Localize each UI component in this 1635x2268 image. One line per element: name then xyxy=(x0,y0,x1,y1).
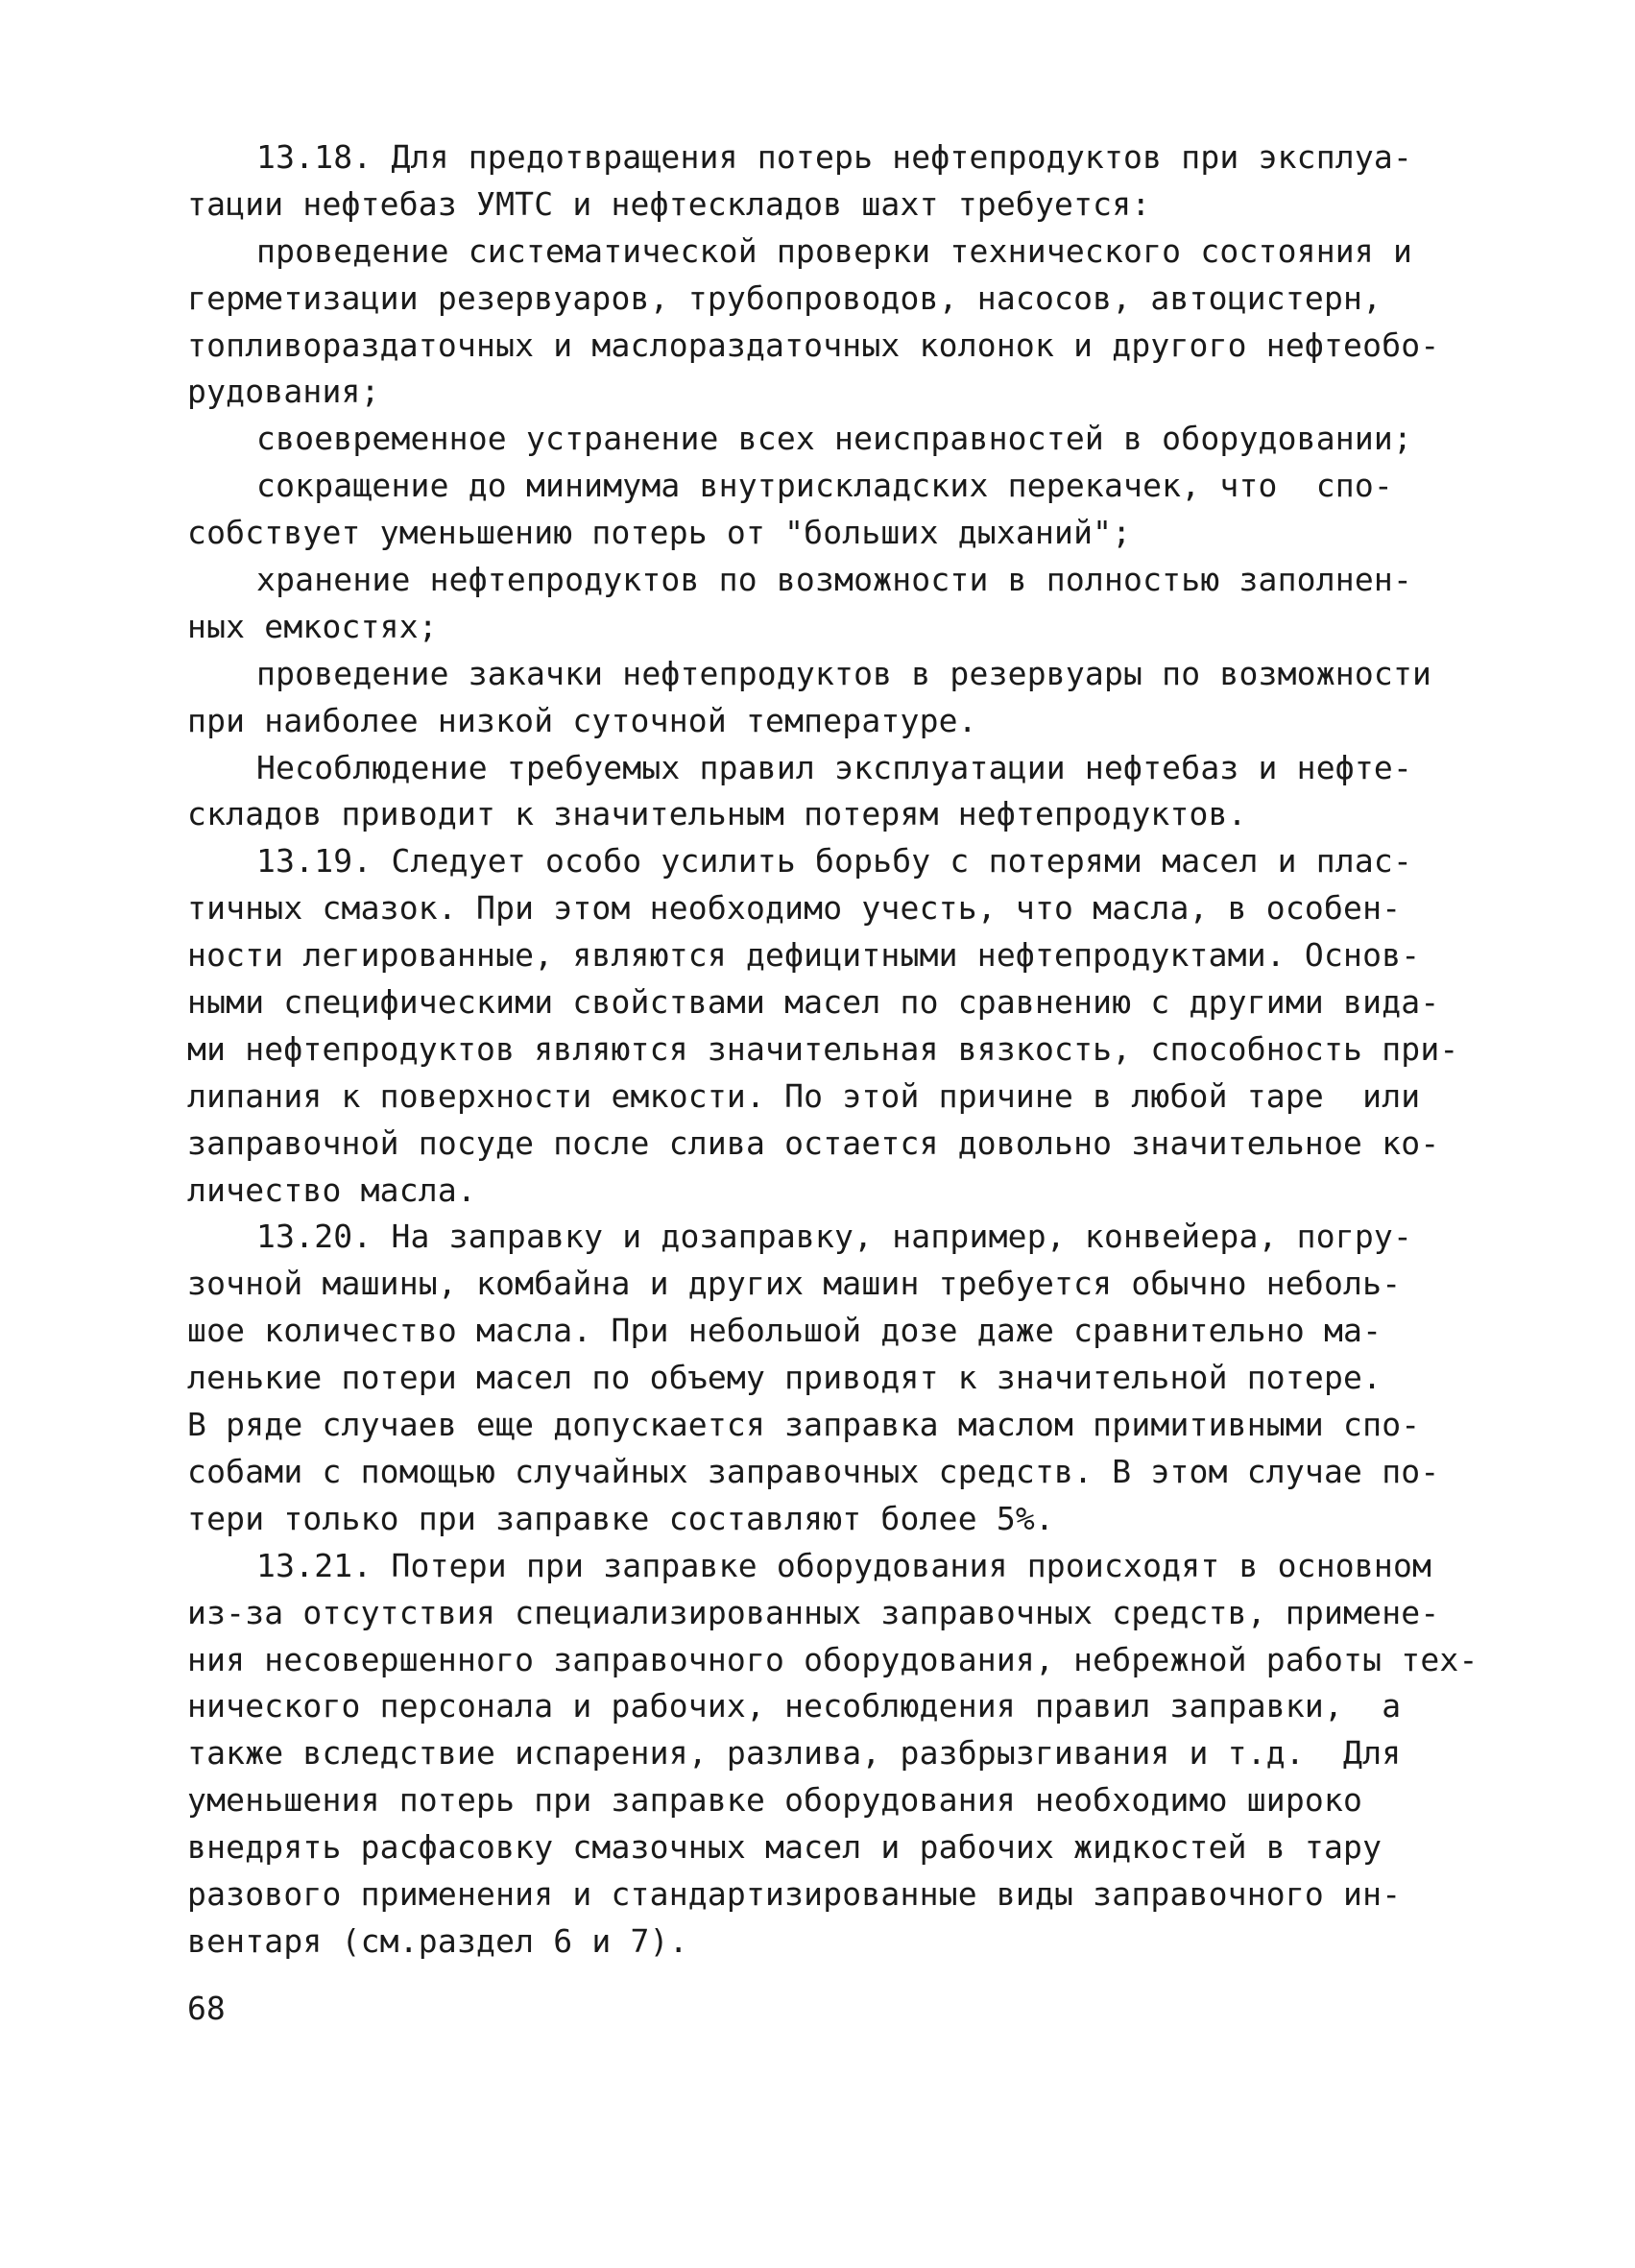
text-line: сокращение до минимума внутрискладских перекачек, что спо- xyxy=(256,467,1393,505)
text-line: ных емкостях; xyxy=(187,607,438,645)
text-line: вентаря (см.раздел 6 и 7). xyxy=(187,1921,688,1960)
text-line: собствует уменьшению потерь от "больших дыханий"; xyxy=(187,514,1132,552)
text-line: внедрять расфасовку смазочных масел и рабочих жидкостей в тару xyxy=(187,1828,1383,1867)
text-line: 13.20. На заправку и дозаправку, например, конвейера, погру- xyxy=(256,1218,1413,1256)
text-line: при наиболее низкой суточной температуре. xyxy=(187,701,977,739)
text-line: тичных смазок. При этом необходимо учесть, что масла, в особен- xyxy=(187,889,1402,928)
text-line: из-за отсутствия специализированных заправочных средств, примене- xyxy=(187,1593,1440,1631)
text-line: заправочной посуде после слива остается довольно значительное ко- xyxy=(187,1123,1440,1162)
text-line: зочной машины, комбайна и других машин требуется обычно неболь- xyxy=(187,1265,1402,1303)
text-line: 13.18. Для предотвращения потерь нефтепродуктов при эксплуа- xyxy=(256,138,1413,176)
text-line: проведение закачки нефтепродуктов в резервуары по возможности xyxy=(256,654,1432,692)
text-line: собами с помощью случайных заправочных средств. В этом случае по- xyxy=(187,1452,1440,1490)
text-line: 13.19. Следует особо усилить борьбу с потерями масел и плас- xyxy=(256,842,1413,881)
text-line: ми нефтепродуктов являются значительная вязкость, способность при- xyxy=(187,1029,1459,1068)
text-line: уменьшения потерь при заправке оборудования необходимо широко xyxy=(187,1781,1363,1820)
body-text xyxy=(187,134,1479,1966)
text-line: рудования; xyxy=(187,373,380,411)
text-line: В ряде случаев еще допускается заправка маслом примитивными спо- xyxy=(187,1406,1421,1444)
text-line: герметизации резервуаров, трубопроводов, насосов, автоцистерн, xyxy=(187,278,1383,317)
text-line: ния несовершенного заправочного оборудования, небрежной работы тех- xyxy=(187,1640,1479,1678)
text-line: ности легированные, являются дефицитными нефтепродуктами. Основ- xyxy=(187,936,1421,975)
text-line: нического персонала и рабочих, несоблюдения правил заправки, а xyxy=(187,1687,1402,1725)
text-line: Несоблюдение требуемых правил эксплуатации нефтебаз и нефте- xyxy=(256,748,1413,786)
text-line: ными специфическими свойствами масел по сравнению с другими вида- xyxy=(187,983,1440,1022)
text-line: проведение систематической проверки технического состояния и xyxy=(256,231,1413,270)
text-line: липания к поверхности емкости. По этой причине в любой таре или xyxy=(187,1076,1421,1115)
text-line: также вследствие испарения, разлива, разбрызгивания и т.д. Для xyxy=(187,1734,1402,1773)
text-line: хранение нефтепродуктов по возможности в полностью заполнен- xyxy=(256,561,1413,599)
text-line: личество масла. xyxy=(187,1170,477,1209)
text-line: тации нефтебаз УМТС и нефтескладов шахт требуется: xyxy=(187,184,1151,223)
text-line: ленькие потери масел по объему приводят к значительной потере. xyxy=(187,1359,1383,1397)
page-number: 68 xyxy=(187,1990,226,2027)
text-line: шое количество масла. При небольшой дозе даже сравнительно ма- xyxy=(187,1312,1383,1350)
text-line: своевременное устранение всех неисправностей в оборудовании; xyxy=(256,420,1413,458)
text-line: 13.21. Потери при заправке оборудования происходят в основном xyxy=(256,1546,1432,1584)
text-line: складов приводит к значительным потерям нефтепродуктов. xyxy=(187,795,1247,833)
text-line: разового применения и стандартизированные виды заправочного ин- xyxy=(187,1874,1402,1913)
text-line: тери только при заправке составляют более 5%. xyxy=(187,1499,1055,1537)
text-line: топливораздаточных и маслораздаточных колонок и другого нефтеобо- xyxy=(187,326,1440,364)
